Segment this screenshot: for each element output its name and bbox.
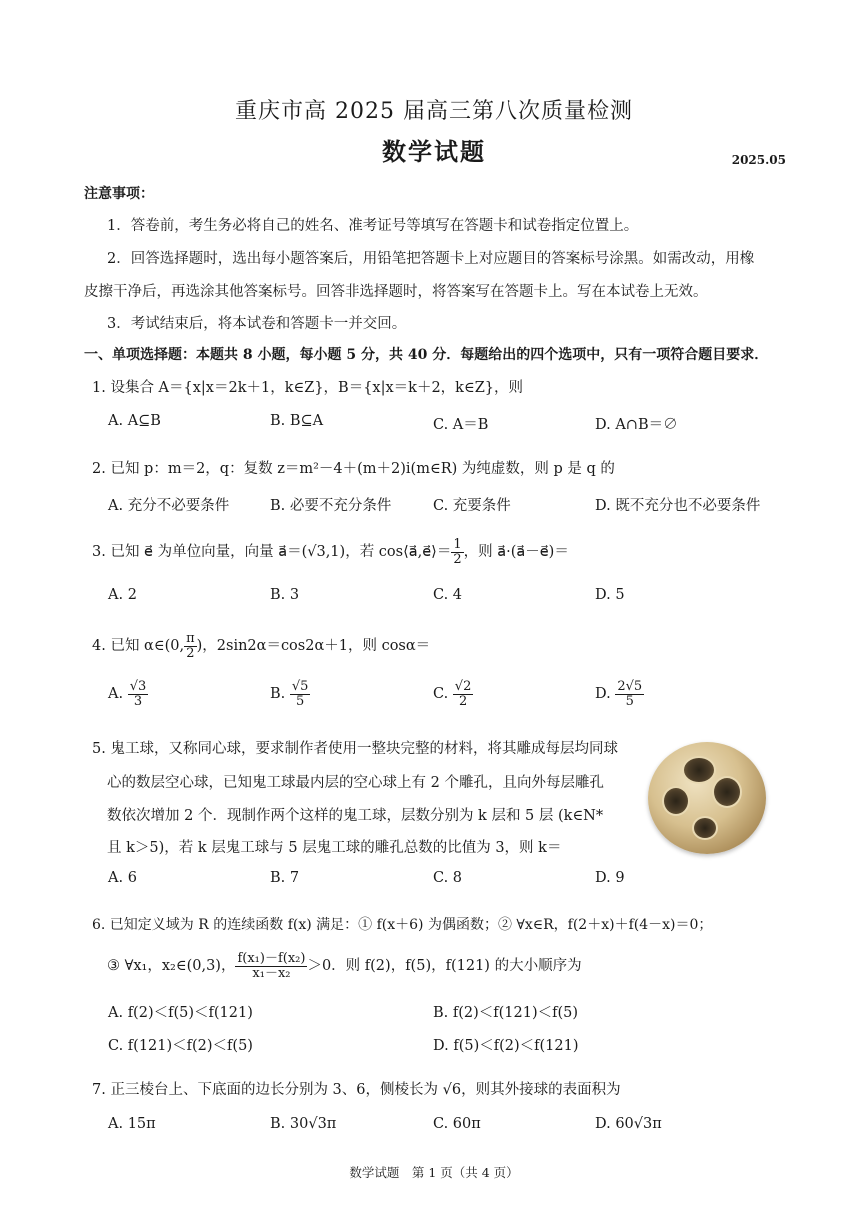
question-3-fraction [451,538,463,566]
question-4-option-c [433,680,473,708]
question-4-option-a-numerator: √3 [129,679,147,694]
question-4-option-b-fraction [290,680,311,708]
question-3-option-a: A. 2 [108,587,137,603]
question-7-option-c: C. 60π [433,1116,481,1132]
question-6-option-c: C. f(121)＜f(2)＜f(5) [108,1038,253,1054]
exam-subtitle: 数学试题 [382,137,486,166]
question-5-line-2: 心的数层空心球，已知鬼工球最内层的空心球上有 2 个雕孔，且向外每层雕孔 [107,775,604,791]
question-4-option-b-label: B. [270,686,286,703]
question-6-line-2 [107,952,582,980]
question-4-option-d [595,680,644,708]
question-3-fraction-denominator: 2 [453,551,462,567]
question-4-fraction [184,632,197,660]
question-1-option-b: B. B⊆A [270,413,324,429]
question-6-fraction-numerator: f(x₁)－f(x₂) [237,951,306,966]
ball-hole [712,776,742,808]
question-5-option-b: B. 7 [270,870,300,886]
question-7-option-b: B. 30√3π [270,1116,337,1132]
question-4-option-b-denominator: 5 [296,693,305,709]
question-3-stem-pre: 3. 已知 e⃗ 为单位向量，向量 a⃗＝(√3,1)，若 cos⟨a⃗,e⃗⟩＝ [92,544,452,561]
page-footer: 数学试题 第 1 页（共 4 页） [349,1165,519,1180]
guigong-ball-image [648,742,766,854]
question-6-line-2-pre: ③ ∀x₁，x₂∈(0,3)， [107,958,236,975]
question-6-fraction-denominator: x₁－x₂ [252,965,291,981]
question-3-option-b: B. 3 [270,587,300,603]
question-6-line-1: 6. 已知定义域为 R 的连续函数 f(x) 满足：① f(x＋6) 为偶函数；② ∀x∈R，f(2＋x)＋f(4－x)＝0； [92,917,713,933]
question-3-option-d: D. 5 [595,587,625,603]
question-1-option-d: D. A∩B＝∅ [595,417,678,433]
question-4-option-b [270,680,310,708]
question-4-option-b-numerator: √5 [291,679,309,694]
question-6-option-a: A. f(2)＜f(5)＜f(121) [108,1005,253,1021]
question-3-option-c: C. 4 [433,587,463,603]
question-3-stem [92,538,569,566]
question-3-stem-post: ，则 a⃗·(a⃗－e⃗)＝ [463,544,569,561]
question-1-stem: 1. 设集合 A＝{x|x＝2k＋1，k∈Z}，B＝{x|x＝k＋2，k∈Z}，则 [92,380,523,396]
question-1-option-c: C. A＝B [433,417,489,433]
question-4-option-c-fraction [453,680,474,708]
notice-item-2-line-2: 皮擦干净后，再选涂其他答案标号。回答非选择题时，将答案写在答题卡上。写在本试卷上无效。 [84,284,708,300]
question-6-option-d: D. f(5)＜f(2)＜f(121) [433,1038,579,1054]
question-2-stem: 2. 已知 p：m＝2，q：复数 z＝m²－4＋(m＋2)i(m∈R) 为纯虚数，则 p 是 q 的 [92,461,615,477]
ball-hole [662,786,690,816]
question-6-line-2-post: ＞0．则 f(2)，f(5)，f(121) 的大小顺序为 [307,958,582,975]
question-4-fraction-denominator: 2 [186,645,195,661]
question-4-option-a-fraction [128,680,149,708]
question-2-option-b: B. 必要不充分条件 [270,498,392,514]
notice-heading: 注意事项： [84,186,154,202]
exam-title: 重庆市高 2025 届高三第八次质量检测 [235,99,633,124]
question-6-option-b: B. f(2)＜f(121)＜f(5) [433,1005,579,1021]
question-3-fraction-numerator: 1 [453,537,462,552]
ball-hole [682,756,716,784]
question-4-fraction-numerator: π [186,631,195,646]
question-7-option-d: D. 60√3π [595,1116,662,1132]
notice-item-1: 1．答卷前，考生务必将自己的姓名、准考证号等填写在答题卡和试卷指定位置上。 [107,218,639,234]
question-4-stem-post: )，2sin2α＝cos2α＋1，则 cosα＝ [196,638,431,655]
question-4-option-d-numerator: 2√5 [617,679,643,694]
question-4-option-c-denominator: 2 [458,693,468,709]
notice-item-2-line-1: 2．回答选择题时，选出每小题答案后，用铅笔把答题卡上对应题目的答案标号涂黑。如需改动，用橡 [107,251,755,267]
question-4-stem-pre: 4. 已知 α∈(0, [92,638,185,655]
question-4-option-d-denominator: 5 [625,693,634,709]
question-2-option-c: C. 充要条件 [433,498,511,514]
question-7-option-a: A. 15π [108,1116,156,1132]
question-4-option-c-label: C. [433,686,449,703]
question-5-option-a: A. 6 [108,870,137,886]
question-7-stem: 7. 正三棱台上、下底面的边长分别为 3、6，侧棱长为 √6，则其外接球的表面积为 [92,1082,621,1098]
ball-hole [692,816,718,840]
question-4-option-c-numerator: √2 [454,679,472,694]
question-6-fraction [235,952,307,980]
question-4-option-d-label: D. [595,686,611,703]
question-4-option-a [108,680,148,708]
question-4-option-d-fraction [615,680,644,708]
question-5-line-4: 且 k＞5)，若 k 层鬼工球与 5 层鬼工球的雕孔总数的比值为 3，则 k＝ [107,840,562,856]
question-5-line-3: 数依次增加 2 个．现制作两个这样的鬼工球，层数分别为 k 层和 5 层 (k∈N* [107,808,604,824]
question-1-option-a: A. A⊆B [108,413,161,429]
section-1-heading: 一、单项选择题：本题共 8 小题，每小题 5 分，共 40 分．每题给出的四个选项中，只有一项符合题目要求． [84,347,769,363]
question-5-option-d: D. 9 [595,870,625,886]
question-4-option-a-denominator: 3 [133,693,143,709]
question-4-option-a-label: A. [108,686,124,703]
question-2-option-a: A. 充分不必要条件 [108,498,230,514]
question-2-option-d: D. 既不充分也不必要条件 [595,498,761,514]
notice-item-3: 3．考试结束后，将本试卷和答题卡一并交回。 [107,316,407,332]
exam-date: 2025.05 [731,153,786,167]
question-5-option-c: C. 8 [433,870,463,886]
question-5-line-1: 5. 鬼工球，又称同心球，要求制作者使用一整块完整的材料，将其雕成每层均同球 [92,741,618,757]
question-4-stem [92,632,430,660]
